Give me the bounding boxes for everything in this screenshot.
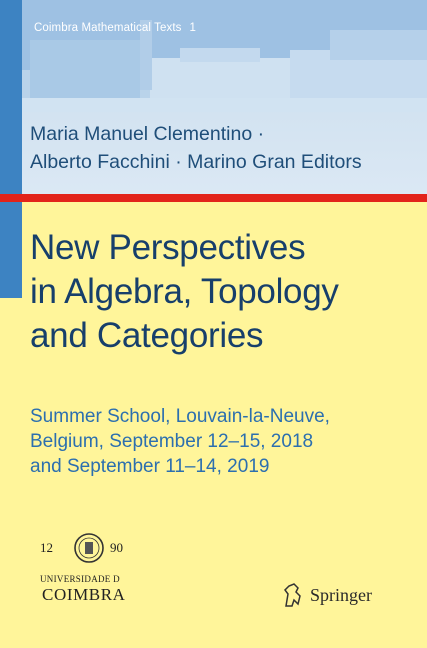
- editors-line-1: Maria Manuel Clementino ·: [30, 123, 265, 145]
- spine-blue-strip: [0, 0, 22, 298]
- university-logo: [40, 532, 150, 612]
- book-title: [30, 226, 339, 358]
- series-line: [34, 22, 196, 34]
- university-name-large: COIMBRA: [42, 585, 126, 604]
- publisher-name: Springer: [310, 585, 372, 605]
- series-number: 1: [189, 22, 196, 34]
- red-divider-bar: [0, 194, 427, 202]
- subtitle-line-1: Summer School, Louvain-la-Neuve,: [30, 406, 330, 427]
- springer-horse-icon: [280, 580, 306, 610]
- editors-line-2: Alberto Facchini · Marino Gran Editors: [30, 151, 362, 173]
- publisher-logo: [280, 580, 400, 610]
- university-buildings-photo: [0, 0, 427, 112]
- year-right: 90: [110, 540, 123, 555]
- university-name-small: UNIVERSIDADE D: [40, 574, 120, 584]
- editors-block: [30, 120, 362, 176]
- title-line-2: in Algebra, Topology: [30, 272, 339, 311]
- subtitle-line-3: and September 11–14, 2019: [30, 456, 270, 477]
- title-line-3: and Categories: [30, 316, 264, 355]
- subtitle-line-2: Belgium, September 12–15, 2018: [30, 431, 314, 452]
- university-seal-icon: [73, 532, 105, 564]
- year-left: 12: [40, 540, 53, 555]
- series-name: Coimbra Mathematical Texts: [34, 22, 182, 34]
- book-subtitle: [30, 404, 330, 479]
- title-line-1: New Perspectives: [30, 228, 306, 267]
